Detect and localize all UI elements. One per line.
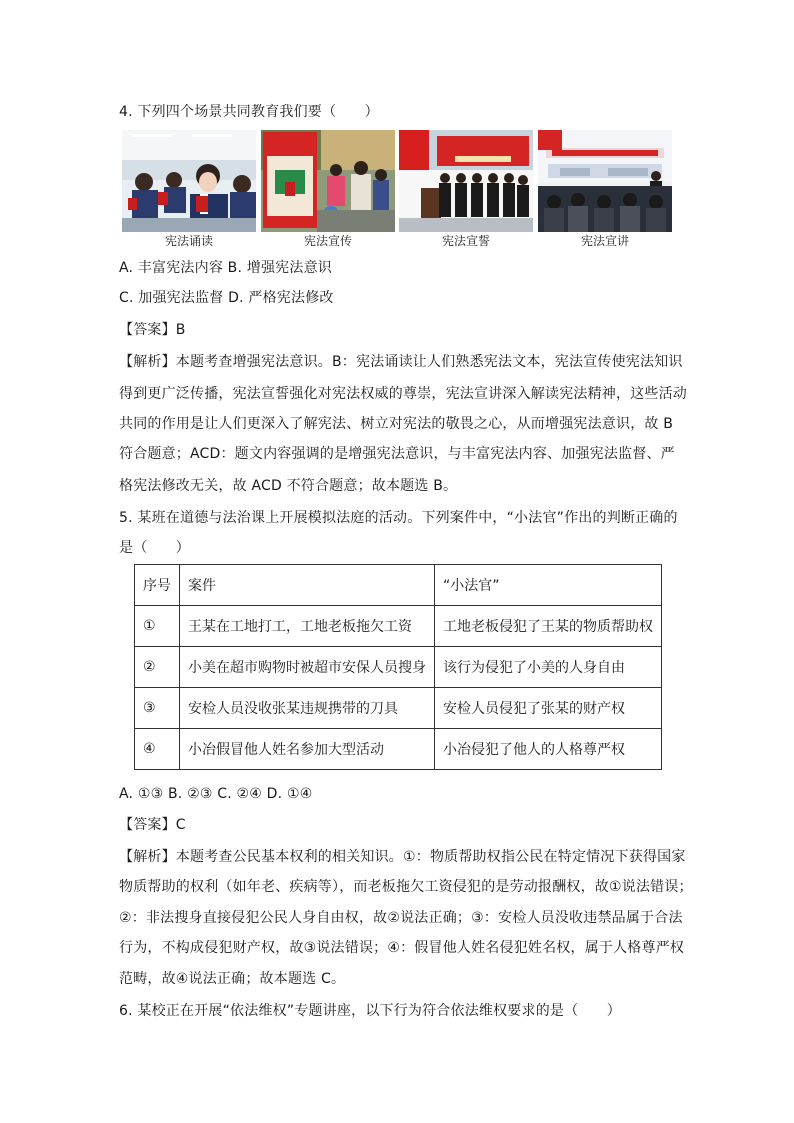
q4-analysis-line: 得到更广泛传播，宪法宣誓强化对宪法权威的尊崇，宪法宣讲深入解读宪法精神，这些活动 xyxy=(119,386,687,402)
photo-constitution-promotion xyxy=(261,130,395,232)
q4-stem: 4. 下列四个场景共同教育我们要（ ） xyxy=(119,104,379,120)
photo-caption-lecture: 宪法宣讲 xyxy=(580,234,629,248)
q4-photo-row xyxy=(122,130,672,232)
q5-analysis-line: 【解析】本题考查公民基本权利的相关知识。①：物质帮助权指公民在特定情况下获得国家 xyxy=(119,849,686,865)
table-cell-case: 小美在超市购物时被超市安保人员搜身 xyxy=(180,647,435,688)
q4-analysis-line: 共同的作用是让人们更深入了解宪法、树立对宪法的敬畏之心，从而增强宪法意识，故 B xyxy=(119,416,674,432)
table-cell-judgement: 小冶侵犯了他人的人格尊严权 xyxy=(435,729,662,770)
q5-analysis-line: 范畴，故④说法正确；故本题选 C。 xyxy=(119,971,346,987)
q5-options: A. ①③ B. ②③ C. ②④ D. ①④ xyxy=(119,786,313,802)
table-cell-index: ④ xyxy=(135,729,180,770)
q4-answer: 【答案】B xyxy=(119,322,186,338)
table-row xyxy=(135,647,662,688)
table-cell-case: 安检人员没收张某违规携带的刀具 xyxy=(180,688,435,729)
photo-caption-oath: 宪法宣誓 xyxy=(441,234,490,248)
table-cell-case: 小冶假冒他人姓名参加大型活动 xyxy=(180,729,435,770)
table-cell-judgement: 该行为侵犯了小美的人身自由 xyxy=(435,647,662,688)
q4-analysis-line: 【解析】本题考查增强宪法意识。B：宪法诵读让人们熟悉宪法文本，宪法宣传使宪法知识 xyxy=(119,354,683,370)
q5-analysis-line: ②：非法搜身直接侵犯公民人身自由权，故②说法正确；③：安检人员没收违禁品属于合法 xyxy=(119,910,683,926)
table-cell-index: ③ xyxy=(135,688,180,729)
table-cell-index: ① xyxy=(135,606,180,647)
q5-stem-line1: 5. 某班在道德与法治课上开展模拟法庭的活动。下列案件中，“小法官”作出的判断正确的 xyxy=(119,510,678,526)
q4-options-row1: A. 丰富宪法内容 B. 增强宪法意识 xyxy=(119,260,332,276)
q5-analysis-line: 物质帮助的权利（如年老、疾病等），而老板拖欠工资侵犯的是劳动报酬权，故①说法错误； xyxy=(119,879,693,895)
q4-analysis-line: 符合题意；ACD：题文内容强调的是增强宪法意识，与丰富宪法内容、加强宪法监督、严 xyxy=(119,446,675,462)
photo-constitution-recitation xyxy=(122,130,256,232)
photo-caption-promotion: 宪法宣传 xyxy=(303,234,352,248)
q4-analysis-line: 格宪法修改无关，故 ACD 不符合题意；故本题选 B。 xyxy=(119,478,458,494)
table-row xyxy=(135,729,662,770)
table-cell-index: ② xyxy=(135,647,180,688)
table-header-cell: 序号 xyxy=(135,565,180,606)
q4-options-row2: C. 加强宪法监督 D. 严格宪法修改 xyxy=(119,290,334,306)
table-row xyxy=(135,606,662,647)
photo-constitution-lecture xyxy=(538,130,672,232)
q6-stem: 6. 某校正在开展“依法维权”专题讲座，以下行为符合依法维权要求的是（ ） xyxy=(119,1003,621,1019)
table-cell-case: 王某在工地打工，工地老板拖欠工资 xyxy=(180,606,435,647)
table-header-cell: “小法官” xyxy=(435,565,662,606)
q5-stem-line2: 是（ ） xyxy=(119,540,190,556)
q5-case-table xyxy=(134,564,662,770)
table-header-row xyxy=(135,565,662,606)
table-cell-judgement: 安检人员侵犯了张某的财产权 xyxy=(435,688,662,729)
q5-analysis-line: 行为，不构成侵犯财产权，故③说法错误；④：假冒他人姓名侵犯姓名权，属于人格尊严权 xyxy=(119,940,685,956)
q5-answer: 【答案】C xyxy=(119,817,186,833)
photo-constitution-oath xyxy=(399,130,533,232)
photo-caption-recitation: 宪法诵读 xyxy=(164,234,213,248)
table-row xyxy=(135,688,662,729)
table-header-cell: 案件 xyxy=(180,565,435,606)
table-cell-judgement: 工地老板侵犯了王某的物质帮助权 xyxy=(435,606,662,647)
